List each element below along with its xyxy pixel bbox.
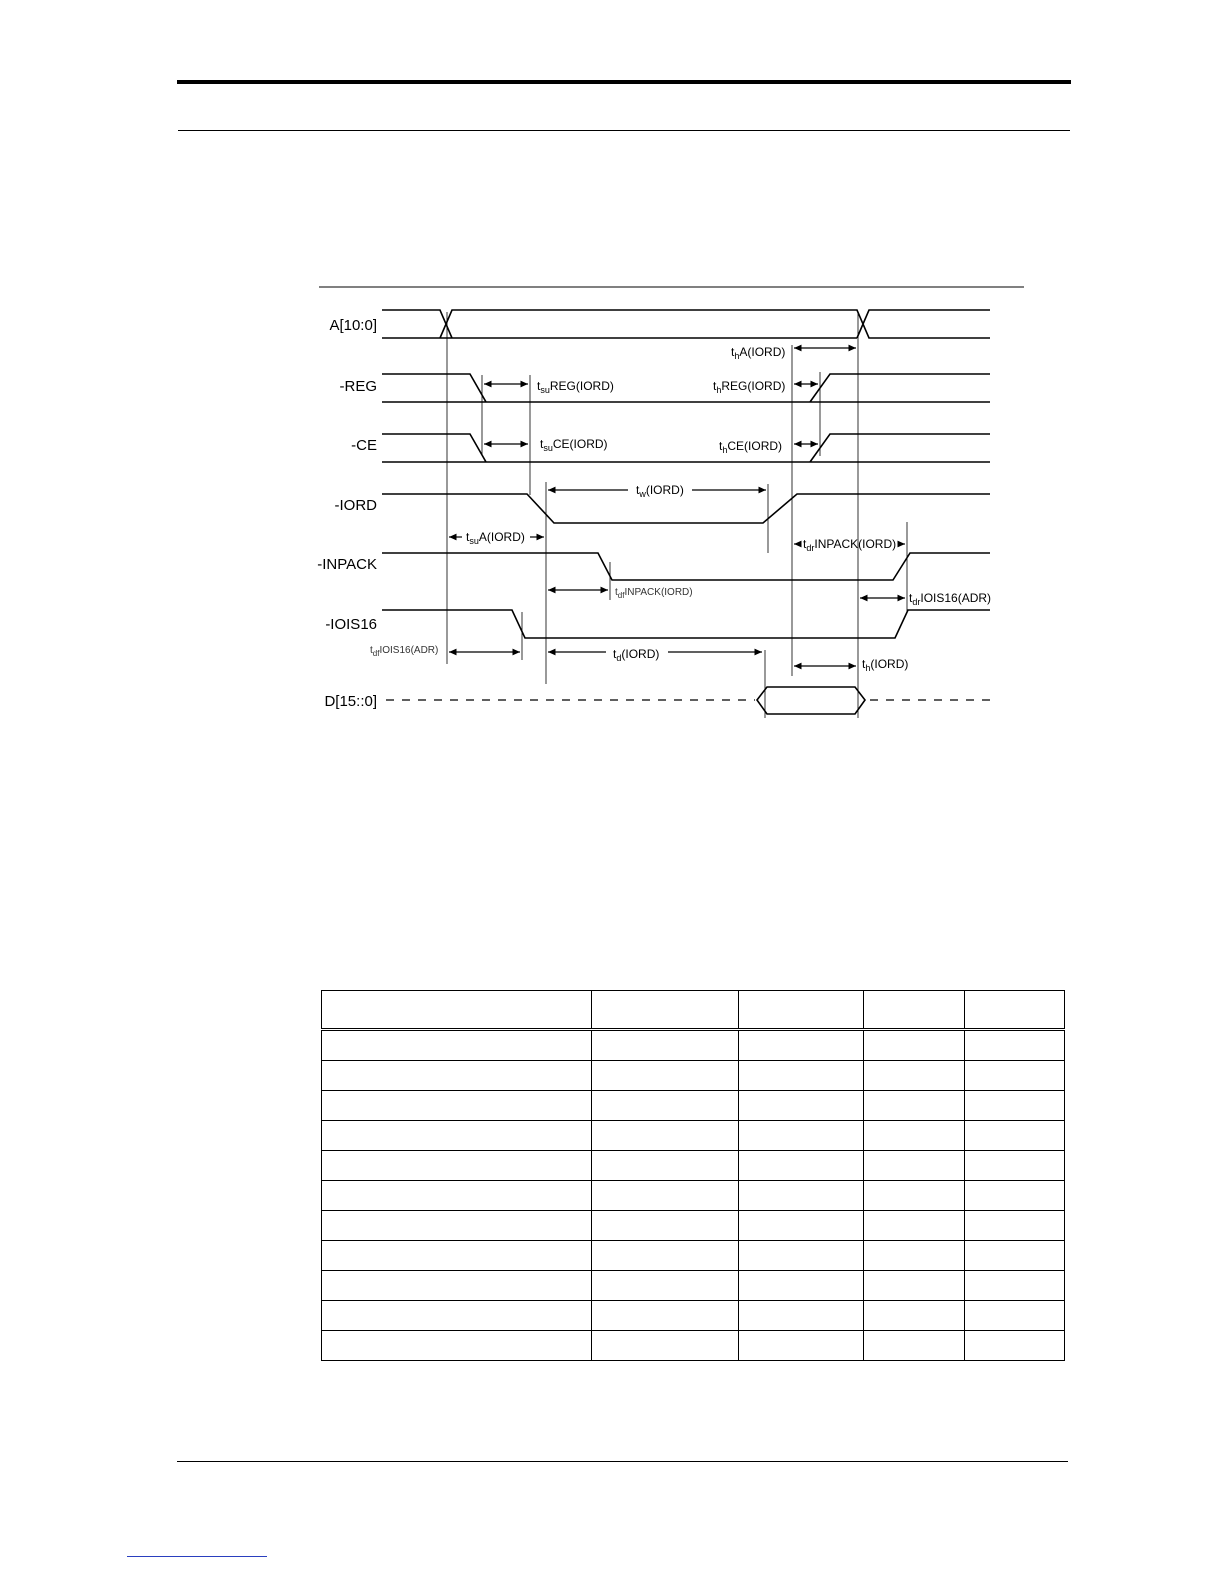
table-cell [864,1061,965,1091]
label-tw: $t_w(IORD)$ [636,483,684,499]
table-cell [864,1331,965,1361]
label-th-ce: $t_hCE(IORD)$ [719,439,783,455]
table-cell [322,1091,592,1121]
table-cell [591,1301,739,1331]
table-row [322,1241,1065,1271]
signal-label-iois16: -IOIS16 [325,616,377,633]
table-cell [591,1061,739,1091]
table-row [322,1331,1065,1361]
table-cell [965,1181,1065,1211]
table-cell [864,1121,965,1151]
label-tsu-reg: $t_{su}REG(IORD)$ [537,379,614,395]
table-cell [965,1211,1065,1241]
table-cell [322,1211,592,1241]
table-row [322,1030,1065,1061]
table-row [322,1061,1065,1091]
table-row [322,1271,1065,1301]
label-tdf-iois16: $t_{df}IOIS16(ADR)$ [370,645,439,658]
table-cell [965,1061,1065,1091]
table-cell [322,1301,592,1331]
table-cell [322,1030,592,1061]
table-row [322,1301,1065,1331]
table-row [322,1091,1065,1121]
table-cell [739,1151,864,1181]
table-cell [864,1091,965,1121]
table-cell [965,1030,1065,1061]
table-cell [322,1151,592,1181]
waveform-iord [382,494,990,523]
table-cell [591,1211,739,1241]
table-row [322,1151,1065,1181]
header-cell [864,991,965,1030]
header-cell [591,991,739,1030]
table-cell [739,1091,864,1121]
table-cell [322,1331,592,1361]
table-cell [739,1331,864,1361]
table-row [322,1181,1065,1211]
table-cell [739,1271,864,1301]
waveform-ce [382,434,990,462]
label-tdr-inpack: $t_{dr}INPACK(IORD)$ [803,537,897,553]
table-cell [739,1301,864,1331]
table-cell [965,1151,1065,1181]
signal-label-address: A[10:0] [329,317,377,334]
label-td: $t_d(IORD)$ [613,647,660,663]
table-cell [739,1181,864,1211]
table-cell [322,1241,592,1271]
table-cell [591,1030,739,1061]
label-tdf-inpack: $t_{df}INPACK(IORD)$ [615,587,693,600]
label-th-a: $t_hA(IORD)$ [731,345,786,361]
table-cell [965,1271,1065,1301]
table-cell [591,1121,739,1151]
io-read-timing-diagram [0,0,1224,760]
table-cell [739,1061,864,1091]
waveform-iois16 [382,610,990,638]
waveform-reg [382,374,990,402]
table-cell [965,1241,1065,1271]
table-header-row [322,991,1065,1030]
footer-rule [177,1461,1068,1462]
footnote-link-underline[interactable] [127,1556,267,1557]
label-tdr-iois16: $t_{dr}IOIS16(ADR)$ [909,591,992,607]
table-cell [739,1241,864,1271]
label-tsu-a: $t_{su}A(IORD)$ [466,530,525,546]
table-cell [591,1241,739,1271]
waveform-address [382,310,990,338]
signal-label-iord: -IORD [334,497,377,514]
table-cell [739,1211,864,1241]
label-th: $t_h(IORD)$ [862,657,909,673]
table-cell [864,1271,965,1301]
table-cell [591,1181,739,1211]
table-cell [965,1301,1065,1331]
header-cell [322,991,592,1030]
table-cell [864,1301,965,1331]
table-cell [965,1331,1065,1361]
table-row [322,1121,1065,1151]
table-cell [965,1121,1065,1151]
signal-label-inpack: -INPACK [317,556,377,573]
table-cell [739,1030,864,1061]
waveform-data-valid [757,687,865,714]
table-cell [864,1181,965,1211]
table-cell [864,1241,965,1271]
table-cell [322,1061,592,1091]
header-cell [965,991,1065,1030]
timing-spec-table [321,990,1065,1361]
table-cell [864,1030,965,1061]
table-cell [864,1211,965,1241]
waveform-inpack [382,553,990,580]
table-cell [864,1151,965,1181]
signal-label-data: D[15::0] [324,693,377,710]
table-cell [591,1151,739,1181]
table-cell [322,1271,592,1301]
header-cell [739,991,864,1030]
table-cell [591,1271,739,1301]
table-row [322,1211,1065,1241]
table-cell [965,1091,1065,1121]
table-cell [322,1181,592,1211]
table-cell [591,1091,739,1121]
table-cell [322,1121,592,1151]
label-th-reg: $t_hREG(IORD)$ [713,379,786,395]
label-tsu-ce: $t_{su}CE(IORD)$ [540,437,608,453]
signal-label-reg: -REG [339,378,377,395]
table-cell [739,1121,864,1151]
table-cell [591,1331,739,1361]
signal-label-ce: -CE [351,437,377,454]
